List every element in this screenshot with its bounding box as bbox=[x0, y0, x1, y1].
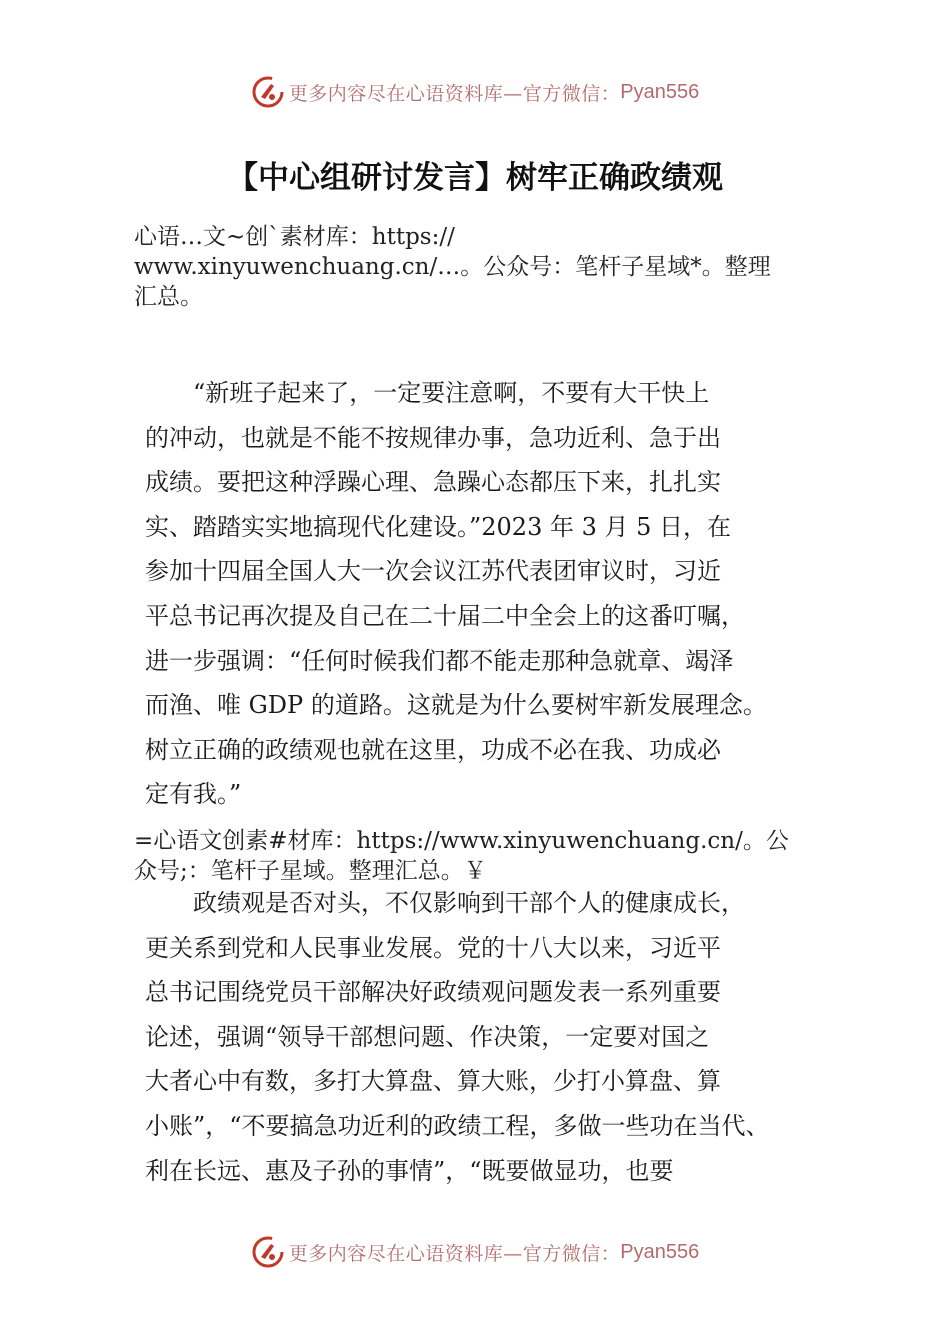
source-note bbox=[134, 222, 834, 312]
source-note-line: =心语文创素#材库：https://www.xinyuwenchuang.cn/。公 bbox=[134, 828, 789, 854]
banner-wechat-id: Pyan556 bbox=[620, 1240, 700, 1263]
paragraph-line: 平总书记再次提及自己在二十届二中全会上的这番叮嘱， bbox=[145, 601, 745, 630]
paragraph-line: 成绩。要把这种浮躁心理、急躁心态都压下来，扎扎实 bbox=[145, 468, 721, 497]
body-paragraph-1 bbox=[145, 371, 845, 817]
paragraph-line: 而渔、唯 GDP 的道路。这就是为什么要树牢新发展理念。 bbox=[145, 691, 767, 720]
footer-banner bbox=[0, 1232, 950, 1272]
paragraph-line: 进一步强调：“任何时候我们都不能走那种急就章、竭泽 bbox=[145, 646, 734, 675]
paragraph-line: 利在长远、惠及子孙的事情”，“既要做显功，也要 bbox=[145, 1156, 674, 1185]
brush-seal-logo-icon bbox=[251, 75, 285, 109]
paragraph-line: 小账”，“不要搞急功近利的政绩工程，多做一些功在当代、 bbox=[145, 1111, 770, 1140]
document-title: 【中心组研讨发言】树牢正确政绩观 bbox=[227, 160, 723, 196]
banner-text: 更多内容尽在心语资料库—官方微信： bbox=[288, 82, 621, 105]
source-note-line: 心语…文~创`素材库：https:// bbox=[134, 224, 455, 250]
source-note-line: 众号;：笔杆子星域。整理汇总。￥ bbox=[134, 858, 487, 884]
paragraph-line: “新班子起来了，一定要注意啊，不要有大干快上 bbox=[145, 379, 710, 407]
paragraph-line: 更关系到党和人民事业发展。党的十八大以来，习近平 bbox=[145, 933, 721, 962]
source-note bbox=[134, 826, 834, 886]
brush-seal-logo-icon bbox=[251, 1235, 285, 1269]
paragraph-line: 定有我。” bbox=[145, 780, 242, 809]
paragraph-line: 实、踏踏实实地搞现代化建设。”2023 年 3 月 5 日，在 bbox=[145, 512, 732, 541]
paragraph-line: 大者心中有数，多打大算盘、算大账，少打小算盘、算 bbox=[145, 1067, 721, 1096]
paragraph-line: 参加十四届全国人大一次会议江苏代表团审议时，习近 bbox=[145, 557, 721, 586]
source-note-line: www.xinyuwenchuang.cn/…。公众号：笔杆子星域*。整理 bbox=[134, 254, 771, 280]
paragraph-line: 树立正确的政绩观也就在这里，功成不必在我、功成必 bbox=[145, 735, 721, 764]
header-banner bbox=[0, 72, 950, 112]
paragraph-line: 总书记围绕党员干部解决好政绩观问题发表一系列重要 bbox=[145, 978, 721, 1007]
body-paragraph-2 bbox=[145, 881, 845, 1193]
paragraph-line: 政绩观是否对头，不仅影响到干部个人的健康成长， bbox=[145, 889, 745, 917]
paragraph-line: 论述，强调“领导干部想问题、作决策，一定要对国之 bbox=[145, 1022, 710, 1051]
paragraph-line: 的冲动，也就是不能不按规律办事，急功近利、急于出 bbox=[145, 423, 721, 452]
banner-wechat-id: Pyan556 bbox=[620, 80, 700, 103]
source-note-line: 汇总。 bbox=[134, 284, 203, 310]
banner-text: 更多内容尽在心语资料库—官方微信： bbox=[288, 1242, 621, 1265]
